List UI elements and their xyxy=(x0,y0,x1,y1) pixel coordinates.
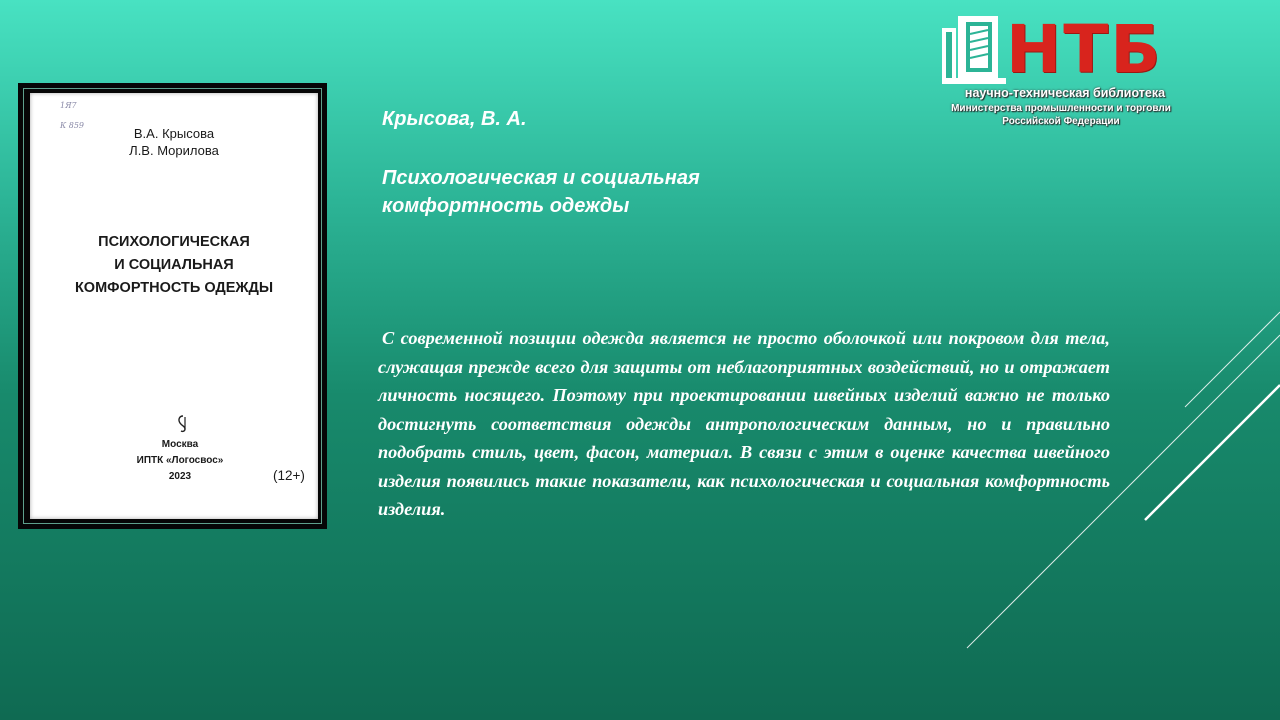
library-country: Российской Федерации xyxy=(1002,116,1120,127)
slide-description: С современной позиции одежда является не просто оболочкой или покровом для тела, служащая прежде всего для защиты от неблагоприятных воздействий, но и отражает личность носящего. Поэтому при проектировании швейных изделий важно не только достигнуть соответствия одежды антропологическим данным, но и правильно подобрать стиль, цвет, фасон, материал. В связи с этим в оценке качества швейного изделия появились такие показатели, как психологическая и социальная комфортность изделия. xyxy=(378,328,1110,519)
publisher-logo-icon xyxy=(176,415,190,433)
library-logo-letters: НТБ xyxy=(1006,11,1163,88)
library-building-icon xyxy=(940,14,1008,86)
book-author-2: Л.В. Морилова xyxy=(129,143,219,158)
library-ministry: Министерства промышленности и торговли xyxy=(951,103,1171,114)
book-author-1: В.А. Крысова xyxy=(133,126,215,141)
book-year: 2023 xyxy=(168,471,192,482)
book-imprint xyxy=(120,437,240,485)
slide-title: Психологическая и социальная комфортность одежды xyxy=(382,167,700,217)
book-cover-page xyxy=(30,93,318,519)
book-city: Москва xyxy=(161,439,199,450)
book-handwritten-code: К 859 xyxy=(60,121,85,130)
book-authors xyxy=(30,125,318,159)
book-age-rating: (12+) xyxy=(273,468,305,483)
book-handwritten-note: 1Я7 xyxy=(60,101,77,110)
book-title-line-3: КОМФОРТНОСТЬ ОДЕЖДЫ xyxy=(74,280,274,296)
book-title xyxy=(30,231,318,300)
library-name: научно-техническая библиотека xyxy=(964,86,1166,100)
book-cover-image xyxy=(18,83,327,529)
book-publisher: ИПТК «Логосвос» xyxy=(136,455,224,466)
book-title-line-1: ПСИХОЛОГИЧЕСКАЯ xyxy=(98,234,250,250)
library-logo xyxy=(936,11,1186,130)
book-title-line-2: И СОЦИАЛЬНАЯ xyxy=(114,257,234,273)
slide-author: Крысова, В. А. xyxy=(382,108,527,130)
